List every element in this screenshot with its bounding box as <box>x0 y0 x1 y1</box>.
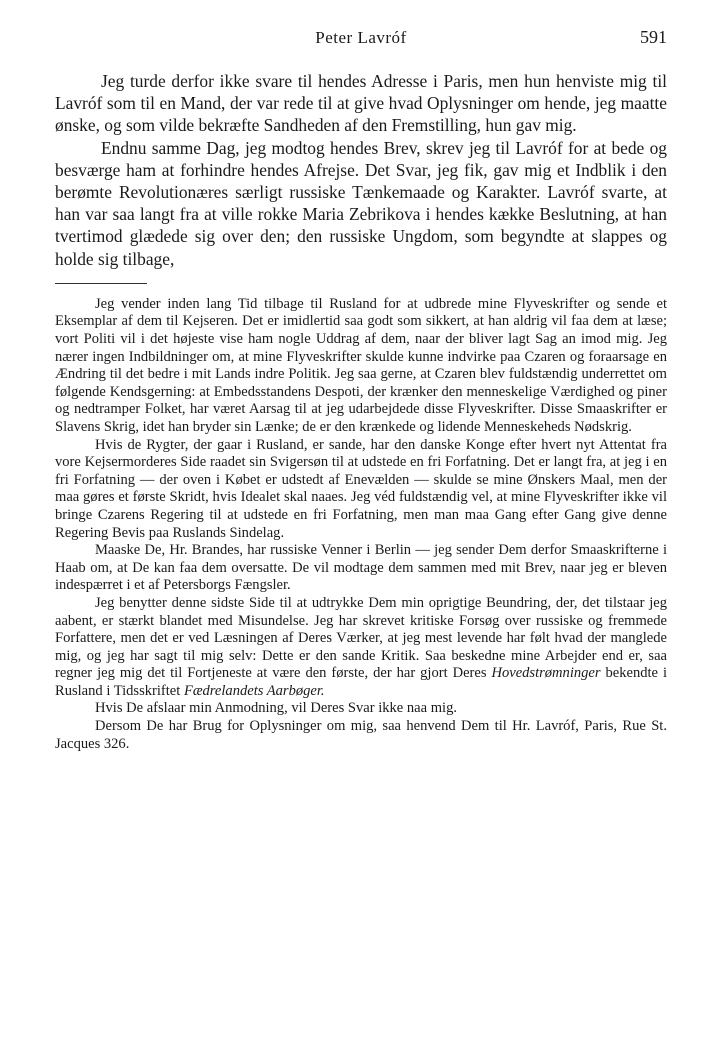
footnote-paragraph <box>55 595 667 701</box>
running-title: Peter Lavróf <box>315 28 407 47</box>
work-title-hovedstromninger: Hovedstrømninger <box>491 665 601 682</box>
main-paragraph: Jeg turde derfor ikke svare til hendes Adresse i Paris, men hun henviste mig til Lavróf som til en Mand, der var rede til at give hvad Oplysninger om hende, jeg maatte ønske, og som vilde bekræfte Sandheden af den Fremstilling, hun gav mig. <box>55 71 667 136</box>
book-page <box>55 28 667 753</box>
footnote-rule <box>55 283 147 284</box>
footnote-paragraph: Maaske De, Hr. Brandes, har russiske Venner i Berlin — jeg sender Dem derfor Smaaskrifterne i Haab om, at De kan faa dem oversatte. De vil modtage dem sammen med mit Brev, naar jeg er bleven indespærret i et af Petersborgs Fængsler. <box>55 542 667 594</box>
footnote-paragraph: Hvis de Rygter, der gaar i Rusland, er sande, har den danske Konge efter hvert nyt Attentat fra vore Kejsermorderes Side raadet sin Svigersøn til at udstede en fri Forfatning. Det er langt fra, at jeg i en fri Forfatning — der oven i Købet er udstedt af Enevælden — skulde se mine Ønskers Maal, men der maa gøres et første Skridt, hvis Idealet skal naaes. Jeg véd fuldstændig vel, at mine Flyveskrifter ikke vil bringe Czarens Regering til at udstede en fri Forfatning, men man maa Gang efter Gang give denne Regering Bevis paa Ruslands Sindelag. <box>55 436 667 541</box>
work-title-faedrelandets-aarboger: Fædrelandets Aarbøger. <box>183 682 325 699</box>
main-paragraph: Endnu samme Dag, jeg modtog hendes Brev, skrev jeg til Lavróf for at bede og besværge ham at forhindre hendes Afrejse. Det Svar, jeg fik, gav mig et Indblik i den berømte Revolutionæres særligt russiske Tænkemaade og Karakter. Lavróf svarte, at han var saa langt fra at ville rokke Maria Zebrikova i hendes kække Beslutning, at han tvertimod glædede sig over den; den russiske Ungdom, som begyndte at slappes og holde sig tilbage, <box>55 137 667 269</box>
footnote-paragraph: Dersom De har Brug for Oplysninger om mig, saa henvend Dem til Hr. Lavróf, Paris, Rue St. Jacques 326. <box>55 718 667 752</box>
footnote <box>55 296 667 753</box>
running-head <box>55 28 667 50</box>
main-text <box>55 70 667 270</box>
page-number: 591 <box>640 27 667 47</box>
footnote-paragraph: Jeg vender inden lang Tid tilbage til Rusland for at udbrede mine Flyveskrifter og sende et Eksemplar af dem til Kejseren. Det er imidlertid saa godt som sikkert, at han aldrig vil faa dem at læse; vort Politi vil i det højeste vise ham nogle Uddrag af dem, naar der bliver lagt Sag an imod mig. Jeg nærer ingen Indbildninger om, at mine Flyveskrifter skulde kunne indvirke paa Czaren og foraarsage en Ændring til det bedre i mit Lands indre Politik. Jeg saa gerne, at Czaren blev fuldstændig underrettet om følgende Kendsgerning: at Embedsstandens Despoti, der krænker den menneskelige Værdighed og piner og nedtramper Folket, har været Aarsag til at jeg udarbejdede disse Flyveskrifter. Disse Smaaskrifter er Slavens Skrig, idet han bryder sin Lænke; de er den krænkede og lidende Menneskeheds Nødskrig. <box>55 295 667 435</box>
footnote-text: Jeg benytter denne sidste Side til at udtrykke Dem min oprigtige Beundring, der, det tilstaar jeg aabent, er stærkt blandet med Misundelse. Jeg har skrevet kritiske Forsøg over russiske og fremmede Forfattere, men det er ved Læsningen af Deres Værker, at jeg mest levende har følt hvad der manglede mig, og jeg har sagt til mig selv: Dette er den sande Kritik. Saa beskedne mine Arbejder end er, saa regner jeg mig det til Fortjeneste at være den første, der har gjort Deres <box>55 594 667 682</box>
footnote-text: bekendte i Rusland i Tidsskriftet <box>55 665 667 699</box>
footnote-paragraph: Hvis De afslaar min Anmodning, vil Deres Svar ikke naa mig. <box>95 700 457 717</box>
